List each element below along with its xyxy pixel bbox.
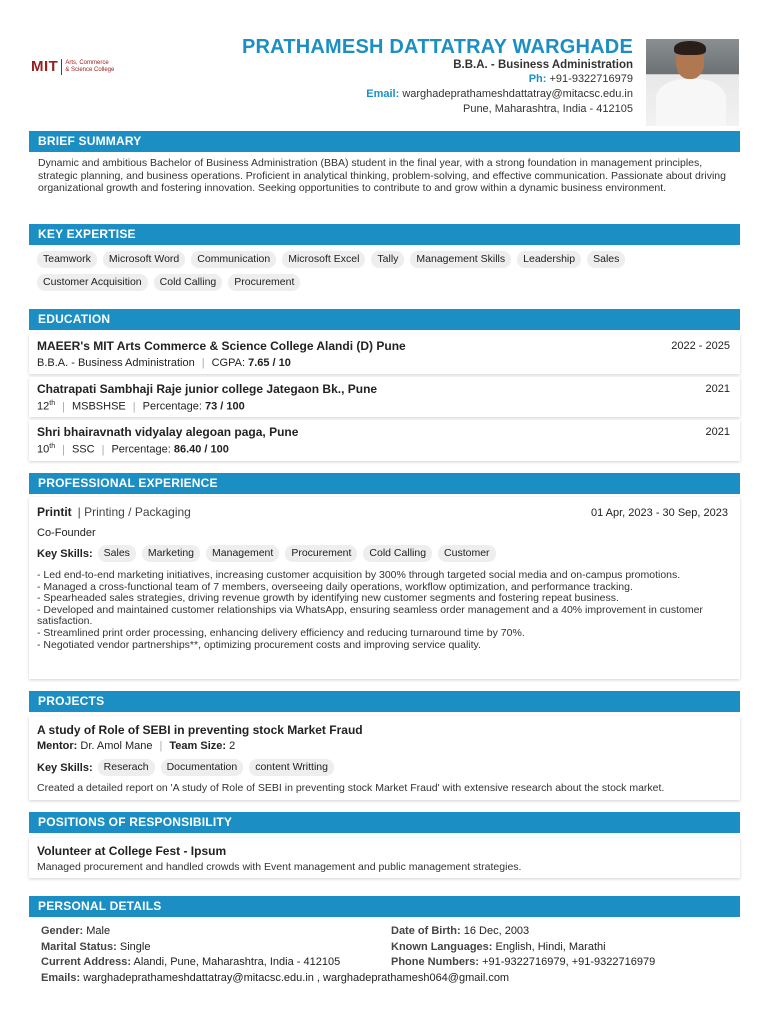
project-skills <box>37 759 340 776</box>
section-title-positions: POSITIONS OF RESPONSIBILITY <box>29 812 740 833</box>
summary-text: Dynamic and ambitious Bachelor of Business Administration (BBA) student in the final year, with a strong foundation in management principles, strategic planning, and business operations. Proficient in analytical thinking, problem-solving, and effective communication. Passionate about driving organizational growth and fostering innovation. Seeking opportunities to contribute to and grow within a dynamic business environment. <box>38 157 726 195</box>
skill-chip: Sales <box>98 545 136 562</box>
skill-chip: Documentation <box>161 759 244 776</box>
logo-line-2: & Science College <box>65 66 115 73</box>
current-address-value: Alandi, Pune, Maharashtra, India - 412105 <box>133 956 341 969</box>
gender-label: Gender: <box>41 925 84 937</box>
marital-value: Single <box>119 940 151 953</box>
phone-value: +91-9322716979 <box>549 73 633 85</box>
bullet-item: - Spearheaded sales strategies, driving revenue growth by identifying new customer segments and fostering repeat business. <box>37 592 619 605</box>
skill-chip: content Writting <box>249 759 334 776</box>
position-role: Volunteer at College Fest - Ipsum <box>37 844 227 858</box>
header-info <box>242 36 633 117</box>
gender-value: Male <box>86 925 111 937</box>
emails-label: Emails: <box>41 971 81 984</box>
position-description: Managed procurement and handled crowds with Event management and public management strategies. <box>37 861 522 873</box>
education-details: B.B.A. - Business Administration | CGPA: 7.65 / 10 <box>37 357 291 369</box>
current-address-label: Current Address: <box>41 956 132 969</box>
position-entry <box>29 838 740 878</box>
phones-value: +91-9322716979, +91-9322716979 <box>482 956 656 969</box>
phones-row <box>391 955 655 971</box>
emails-value[interactable]: warghadeprathameshdattatray@mitacsc.edu.in , warghadeprathamesh064@gmail.com <box>83 971 510 984</box>
class-level: 10 <box>37 443 50 456</box>
score-value: 7.65 / 10 <box>248 357 291 369</box>
section-title-education: EDUCATION <box>29 309 740 330</box>
expertise-chip: Microsoft Word <box>103 251 185 268</box>
project-description: Created a detailed report on 'A study of Role of SEBI in preventing stock Market Fraud' with extensive research about the stock market. <box>37 782 665 794</box>
education-details: 12th | MSBSHSE | Percentage: 73 / 100 <box>37 400 245 413</box>
company-line <box>37 505 191 519</box>
candidate-name: PRATHAMESH DATTATRAY WARGHADE <box>242 36 633 58</box>
logo-line-1: Arts, Commerce <box>65 59 109 66</box>
experience-skills <box>37 545 502 562</box>
company-name: Printit <box>37 505 72 519</box>
experience-entry <box>29 497 740 679</box>
skill-chip: Marketing <box>142 545 200 562</box>
skill-chip: Reserach <box>98 759 155 776</box>
project-entry <box>29 716 740 800</box>
education-entry <box>29 334 740 374</box>
team-size-label: Team Size: <box>169 740 227 752</box>
section-title-expertise: KEY EXPERTISE <box>29 224 740 245</box>
mentor-label: Mentor: <box>37 740 78 752</box>
project-meta: Mentor: Dr. Amol Mane | Team Size: 2 <box>37 740 236 752</box>
school-name: Shri bhairavnath vidyalay alegoan paga, Pune <box>37 425 299 439</box>
email-label: Email: <box>366 88 400 100</box>
dob-label: Date of Birth: <box>391 925 461 937</box>
project-name: A study of Role of SEBI in preventing stock Market Fraud <box>37 723 363 737</box>
expertise-chip: Customer Acquisition <box>37 274 148 291</box>
skills-label: Key Skills: <box>37 761 93 774</box>
expertise-chip: Communication <box>191 251 276 268</box>
skills-label: Key Skills: <box>37 547 93 560</box>
resume-header <box>0 0 768 130</box>
score-value: 86.40 / 100 <box>173 443 229 456</box>
mentor-name: Dr. Amol Mane <box>80 740 153 752</box>
bullet-item: - Streamlined print order processing, enhancing delivery efficiency and reducing turnaround time by 70%. <box>37 626 525 639</box>
skill-chip: Management <box>206 545 279 562</box>
section-title-projects: PROJECTS <box>29 691 740 712</box>
score-label: Percentage: <box>142 400 202 413</box>
board-name: MSBSHSE <box>71 400 126 413</box>
expertise-chip: Sales <box>587 251 625 268</box>
degree-name: B.B.A. - Business Administration <box>37 357 195 369</box>
school-name: MAEER's MIT Arts Commerce & Science College Alandi (D) Pune <box>37 339 406 353</box>
score-label: CGPA: <box>211 357 246 369</box>
marital-label: Marital Status: <box>41 940 117 953</box>
score-label: Percentage: <box>111 443 171 456</box>
college-logo <box>31 58 114 75</box>
class-level-suffix: th <box>49 400 56 407</box>
dob-row <box>391 924 655 940</box>
education-year: 2022 - 2025 <box>671 340 730 352</box>
score-value: 73 / 100 <box>205 400 245 413</box>
logo-divider <box>61 59 62 75</box>
company-industry: | Printing / Packaging <box>77 505 191 519</box>
dob-value: 16 Dec, 2003 <box>463 925 530 937</box>
class-level: 12 <box>37 400 50 413</box>
email-value[interactable]: warghadeprathameshdattatray@mitacsc.edu.in <box>402 88 633 100</box>
languages-row <box>391 940 655 956</box>
education-year: 2021 <box>705 383 730 395</box>
photo-hair <box>674 41 706 55</box>
expertise-chip: Teamwork <box>37 251 97 268</box>
phones-label: Phone Numbers: <box>391 956 480 969</box>
bullet-item: - Led end-to-end marketing initiatives, increasing customer acquisition by 300% through targeted social media and on-campus promotions. <box>37 569 681 581</box>
expertise-list <box>29 251 740 297</box>
bullet-item: - Managed a cross-functional team of 7 members, overseeing daily operations, workflow optimization, and performance tracking. <box>37 580 633 593</box>
team-size-value: 2 <box>229 740 236 752</box>
profile-photo <box>646 39 739 126</box>
skill-chip: Cold Calling <box>363 545 432 562</box>
experience-dates: 01 Apr, 2023 - 30 Sep, 2023 <box>590 507 728 519</box>
expertise-chip: Leadership <box>517 251 581 268</box>
board-name: SSC <box>71 443 95 456</box>
expertise-chip: Management Skills <box>410 251 511 268</box>
job-role: Co-Founder <box>37 527 96 539</box>
bullet-item: - Negotiated vendor partnerships**, optimizing procurement costs and improving service quality. <box>37 638 481 651</box>
photo-shirt <box>656 79 726 126</box>
class-level-suffix: th <box>49 443 56 450</box>
skill-chip: Customer <box>438 545 496 562</box>
logo-mark: MIT <box>31 58 59 75</box>
phone-line <box>242 72 633 87</box>
email-line <box>242 87 633 102</box>
education-year: 2021 <box>705 426 730 438</box>
phone-label: Ph: <box>528 73 547 85</box>
personal-details-right <box>391 924 655 971</box>
section-title-experience: PROFESSIONAL EXPERIENCE <box>29 473 740 494</box>
logo-text <box>65 60 114 74</box>
expertise-chip: Cold Calling <box>154 274 223 291</box>
address-line: Pune, Maharashtra, India - 412105 <box>462 103 633 115</box>
expertise-chip: Procurement <box>228 274 300 291</box>
skill-chip: Procurement <box>285 545 357 562</box>
bullet-item: - Developed and maintained customer relationships via WhatsApp, ensuring seamless order management and a 40% improvement in customer satisfaction. <box>37 603 703 628</box>
languages-label: Known Languages: <box>391 940 493 953</box>
education-entry <box>29 377 740 417</box>
section-title-personal: PERSONAL DETAILS <box>29 896 740 917</box>
expertise-chip: Tally <box>371 251 404 268</box>
emails-row <box>41 971 509 987</box>
languages-value: English, Hindi, Marathi <box>495 940 606 953</box>
candidate-degree: B.B.A. - Business Administration <box>453 59 633 71</box>
section-title-summary: BRIEF SUMMARY <box>29 131 740 152</box>
education-details: 10th | SSC | Percentage: 86.40 / 100 <box>37 443 229 456</box>
school-name: Chatrapati Sambhaji Raje junior college Jategaon Bk., Pune <box>37 382 378 396</box>
expertise-chip: Microsoft Excel <box>282 251 365 268</box>
education-entry <box>29 420 740 461</box>
experience-bullets <box>37 570 727 651</box>
